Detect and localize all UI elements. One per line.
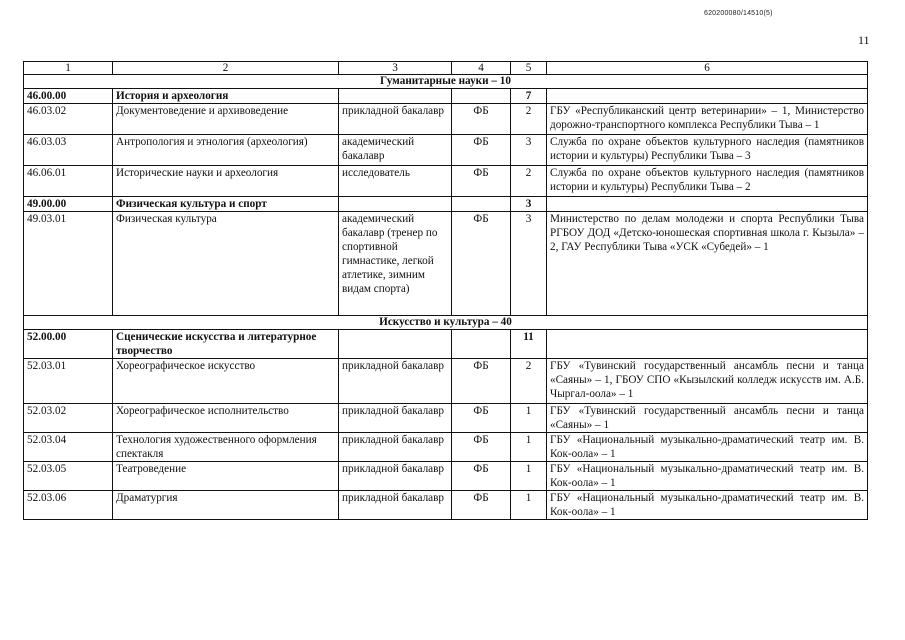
table-row	[24, 135, 868, 166]
count-cell: 1	[511, 433, 547, 462]
level-cell: прикладной бакалавр	[339, 104, 452, 135]
count-cell: 3	[511, 135, 547, 166]
form-cell: ФБ	[452, 462, 511, 491]
code-cell: 52.03.01	[24, 359, 113, 404]
count-cell: 2	[511, 104, 547, 135]
name-cell: Хореографическое искусство	[113, 359, 339, 404]
form-cell: ФБ	[452, 104, 511, 135]
name-cell: Хореографическое исполнительство	[113, 404, 339, 433]
level-cell: прикладной бакалавр	[339, 491, 452, 520]
code-cell: 52.00.00	[24, 330, 113, 359]
count-cell: 3	[511, 212, 547, 316]
count-cell: 2	[511, 359, 547, 404]
employers-cell: ГБУ «Национальный музыкально-драматический театр им. В. Кок-оола» – 1	[547, 491, 868, 520]
form-cell: ФБ	[452, 166, 511, 197]
code-cell: 52.03.04	[24, 433, 113, 462]
group-row	[24, 330, 868, 359]
table-row	[24, 359, 868, 404]
level-cell: прикладной бакалавр	[339, 433, 452, 462]
form-cell: ФБ	[452, 404, 511, 433]
employers-cell: Министерство по делам молодежи и спорта Республики Тыва РГБОУ ДОД «Детско-юношеская спортивная школа г. Кызыла» – 2, ГАУ Республики Тыва «УСК «Субедей» – 1	[547, 212, 868, 316]
code-cell: 46.03.03	[24, 135, 113, 166]
column-header: 1	[24, 62, 113, 75]
form-cell: ФБ	[452, 212, 511, 316]
level-cell	[339, 330, 452, 359]
column-header: 4	[452, 62, 511, 75]
name-cell: Технология художественного оформления спектакля	[113, 433, 339, 462]
code-cell: 46.00.00	[24, 89, 113, 104]
name-cell: Антропология и этнология (археология)	[113, 135, 339, 166]
level-cell: прикладной бакалавр	[339, 462, 452, 491]
table-row	[24, 462, 868, 491]
employers-cell	[547, 197, 868, 212]
count-cell: 2	[511, 166, 547, 197]
table-row	[24, 166, 868, 197]
form-cell: ФБ	[452, 491, 511, 520]
column-header: 3	[339, 62, 452, 75]
table-row	[24, 404, 868, 433]
level-cell	[339, 89, 452, 104]
name-cell: История и археология	[113, 89, 339, 104]
employers-cell: Служба по охране объектов культурного наследия (памятников истории и культуры) Республики Тыва – 3	[547, 135, 868, 166]
form-cell	[452, 197, 511, 212]
count-cell: 7	[511, 89, 547, 104]
form-cell: ФБ	[452, 359, 511, 404]
column-header: 2	[113, 62, 339, 75]
code-cell: 49.03.01	[24, 212, 113, 316]
page-number: 11	[858, 33, 870, 47]
count-cell: 3	[511, 197, 547, 212]
group-row	[24, 89, 868, 104]
employers-cell: ГБУ «Тувинский государственный ансамбль песни и танца «Саяны» – 1, ГБОУ СПО «Кызылский колледж искусств им. А.Б. Чыргал-оола» – 1	[547, 359, 868, 404]
employers-cell: ГБУ «Национальный музыкально-драматический театр им. В. Кок-оола» – 1	[547, 462, 868, 491]
name-cell: Театроведение	[113, 462, 339, 491]
employers-cell: Служба по охране объектов культурного наследия (памятников истории и культуры) Республики Тыва – 2	[547, 166, 868, 197]
level-cell: академический бакалавр	[339, 135, 452, 166]
count-cell: 1	[511, 491, 547, 520]
table-row	[24, 491, 868, 520]
level-cell: прикладной бакалавр	[339, 359, 452, 404]
level-cell	[339, 197, 452, 212]
level-cell: исследователь	[339, 166, 452, 197]
section-row	[24, 316, 868, 330]
name-cell: Физическая культура и спорт	[113, 197, 339, 212]
name-cell: Физическая культура	[113, 212, 339, 316]
code-cell: 52.03.06	[24, 491, 113, 520]
column-header: 5	[511, 62, 547, 75]
count-cell: 11	[511, 330, 547, 359]
form-cell	[452, 330, 511, 359]
column-header: 6	[547, 62, 868, 75]
form-cell	[452, 89, 511, 104]
code-cell: 52.03.05	[24, 462, 113, 491]
count-cell: 1	[511, 462, 547, 491]
code-cell: 52.03.02	[24, 404, 113, 433]
table-row	[24, 212, 868, 316]
form-cell: ФБ	[452, 135, 511, 166]
employers-cell: ГБУ «Тувинский государственный ансамбль песни и танца «Саяны» – 1	[547, 404, 868, 433]
group-row	[24, 197, 868, 212]
code-cell: 46.03.02	[24, 104, 113, 135]
document-code: 620200080/14510(5)	[704, 10, 773, 17]
table-row	[24, 433, 868, 462]
count-cell: 1	[511, 404, 547, 433]
section-row	[24, 75, 868, 89]
employers-cell	[547, 89, 868, 104]
name-cell: Документоведение и архивоведение	[113, 104, 339, 135]
code-cell: 49.00.00	[24, 197, 113, 212]
section-title: Искусство и культура – 40	[24, 316, 868, 330]
form-cell: ФБ	[452, 433, 511, 462]
table-header-row	[24, 62, 868, 75]
employers-cell: ГБУ «Национальный музыкально-драматический театр им. В. Кок-оола» – 1	[547, 433, 868, 462]
code-cell: 46.06.01	[24, 166, 113, 197]
level-cell: академический бакалавр (тренер по спортивной гимнастике, легкой атлетике, зимним видам спорта)	[339, 212, 452, 316]
name-cell: Исторические науки и археология	[113, 166, 339, 197]
table-row	[24, 104, 868, 135]
section-title: Гуманитарные науки – 10	[24, 75, 868, 89]
name-cell: Драматургия	[113, 491, 339, 520]
specialties-table	[23, 61, 868, 520]
table-body	[24, 62, 868, 520]
employers-cell: ГБУ «Республиканский центр ветеринарии» – 1, Министерство дорожно-транспортного комплекса Республики Тыва – 1	[547, 104, 868, 135]
name-cell: Сценические искусства и литературное творчество	[113, 330, 339, 359]
employers-cell	[547, 330, 868, 359]
level-cell: прикладной бакалавр	[339, 404, 452, 433]
